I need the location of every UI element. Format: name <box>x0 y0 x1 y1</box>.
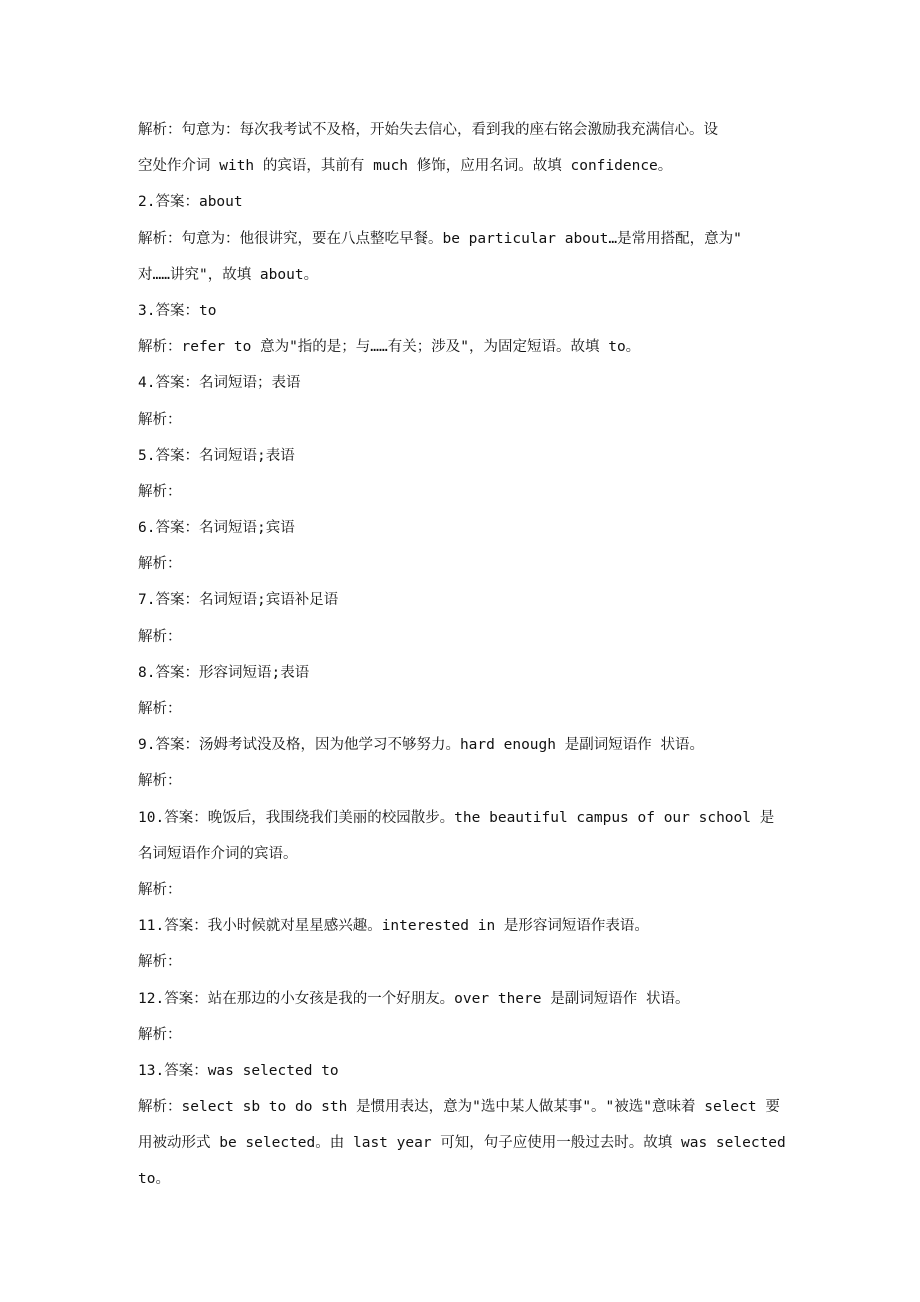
text-line: 9.答案：汤姆考试没及格，因为他学习不够努力。hard enough 是副词短语作 状语。 <box>138 737 704 754</box>
text-line: 8.答案：形容词短语;表语 <box>138 664 310 681</box>
text-line: 解析： <box>138 628 182 645</box>
text-line: 5.答案：名词短语;表语 <box>138 447 295 464</box>
text-line: 解析： <box>138 556 182 573</box>
text-line: 12.答案：站在那边的小女孩是我的一个好朋友。over there 是副词短语作 状语。 <box>138 990 690 1007</box>
text-line: 解析：refer to 意为"指的是；与……有关；涉及"，为固定短语。故填 to。 <box>138 339 641 356</box>
text-line: 2.答案：about <box>138 194 243 211</box>
text-line: 解析： <box>138 881 182 898</box>
text-line: 13.答案：was selected to <box>138 1062 339 1079</box>
text-line: 解析： <box>138 411 182 428</box>
text-line: 解析： <box>138 954 182 971</box>
text-line: 解析：select sb to do sth 是惯用表达，意为"选中某人做某事"。"被选"意味着 select 要 <box>138 1099 780 1116</box>
text-line: 4.答案：名词短语；表语 <box>138 375 301 392</box>
text-line: 名词短语作介词的宾语。 <box>138 845 298 862</box>
text-line: 解析：句意为：他很讲究，要在八点整吃早餐。be particular about…是常用搭配，意为" <box>138 230 742 247</box>
text-line: to。 <box>138 1171 170 1188</box>
text-line: 11.答案：我小时候就对星星感兴趣。interested in 是形容词短语作表语。 <box>138 918 649 935</box>
text-line: 对……讲究"，故填 about。 <box>138 266 319 283</box>
text-line: 10.答案：晚饭后，我围绕我们美丽的校园散步。the beautiful campus of our school 是 <box>138 809 775 826</box>
text-line: 用被动形式 be selected。由 last year 可知，句子应使用一般过去时。故填 was selected <box>138 1135 786 1152</box>
text-line: 解析： <box>138 701 182 717</box>
text-line: 解析： <box>138 483 182 500</box>
text-line: 解析： <box>138 1026 182 1043</box>
text-line: 解析：句意为：每次我考试不及格，开始失去信心，看到我的座右铭会激励我充满信心。设 <box>138 122 718 138</box>
text-line: 空处作介词 with 的宾语，其前有 much 修饰，应用名词。故填 confidence。 <box>138 158 673 175</box>
text-line: 3.答案：to <box>138 302 217 319</box>
text-line: 6.答案：名词短语;宾语 <box>138 520 295 537</box>
text-line: 7.答案：名词短语;宾语补足语 <box>138 592 339 609</box>
text-line: 解析： <box>138 773 182 790</box>
document-body <box>138 118 786 1204</box>
